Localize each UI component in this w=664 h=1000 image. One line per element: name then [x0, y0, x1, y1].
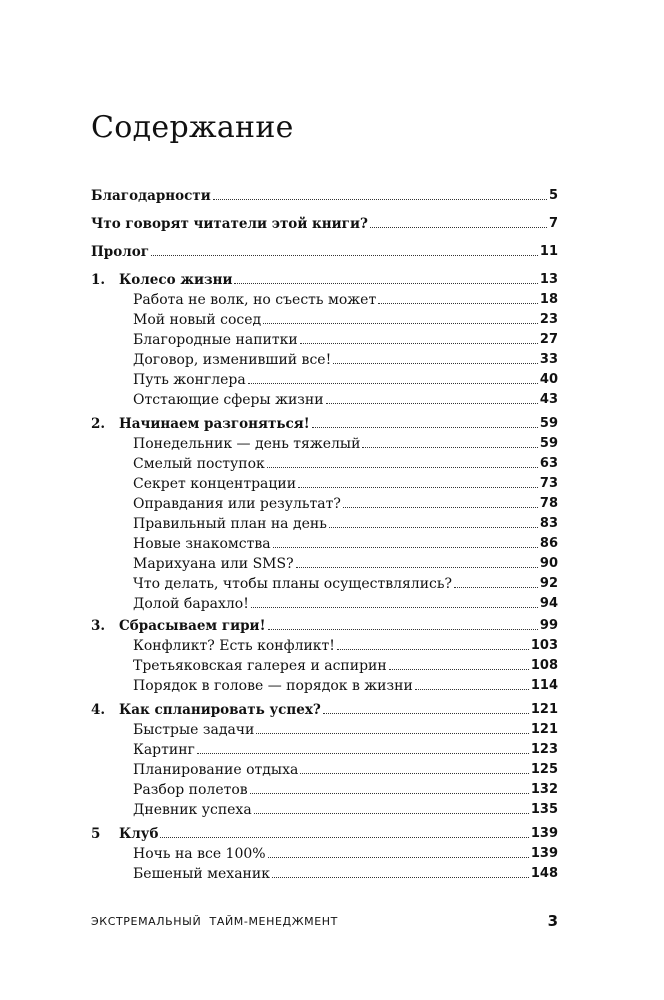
dot-leader [248, 383, 538, 384]
toc-entry-title: Сбрасываем гири! [119, 618, 266, 634]
dot-leader [389, 669, 529, 670]
dot-leader [333, 363, 538, 364]
toc-entry-title: Договор, изменивший все! [133, 352, 332, 368]
toc-chapter-number: 5 [91, 826, 101, 842]
toc-section-entry[interactable] [0, 864, 664, 884]
toc-chapter-entry[interactable] [0, 186, 664, 206]
toc-section-entry[interactable] [0, 370, 664, 390]
page-number: 3 [547, 912, 558, 930]
toc-chapter-number: 3. [91, 618, 106, 634]
toc-entry-title: Что говорят читатели этой книги? [91, 216, 368, 232]
toc-section-entry[interactable] [0, 474, 664, 494]
toc-section-entry[interactable] [0, 434, 664, 454]
toc-page-number: 83 [539, 516, 558, 531]
toc-page-number: 86 [539, 536, 558, 551]
toc-page-number: 13 [539, 272, 558, 287]
toc-entry-title: Разбор полетов [133, 782, 248, 798]
toc-chapter-number: 4. [91, 702, 106, 718]
toc-section-entry[interactable] [0, 780, 664, 800]
toc-page-number: 108 [530, 658, 558, 673]
toc-entry-title: Новые знакомства [133, 536, 271, 552]
toc-entry-title: Пролог [91, 244, 149, 260]
toc-page-number: 78 [539, 496, 558, 511]
toc-page-number: 90 [539, 556, 558, 571]
dot-leader [362, 447, 538, 448]
page-title: Содержание [91, 110, 294, 146]
dot-leader [329, 527, 538, 528]
dot-leader [251, 607, 538, 608]
toc-section-entry[interactable] [0, 800, 664, 820]
dot-leader [234, 283, 537, 284]
toc-section-entry[interactable] [0, 594, 664, 614]
toc-page-number: 121 [530, 702, 558, 717]
toc-entry-title: Порядок в голове — порядок в жизни [133, 678, 413, 694]
toc-page-number: 132 [530, 782, 558, 797]
toc-page-number: 139 [530, 826, 558, 841]
dot-leader [268, 857, 529, 858]
toc-entry-title: Конфликт? Есть конфликт! [133, 638, 335, 654]
toc-chapter-number: 2. [91, 416, 106, 432]
toc-section-entry[interactable] [0, 494, 664, 514]
toc-entry-title: Понедельник — день тяжелый [133, 436, 361, 452]
toc-section-entry[interactable] [0, 636, 664, 656]
toc-entry-title: Планирование отдыха [133, 762, 299, 778]
toc-section-entry[interactable] [0, 310, 664, 330]
toc-page-number: 59 [539, 416, 558, 431]
dot-leader [160, 837, 528, 838]
dot-leader [263, 323, 538, 324]
toc-entry-title: Благодарности [91, 188, 211, 204]
dot-leader [378, 303, 538, 304]
toc-page-number: 43 [539, 392, 558, 407]
toc-entry-title: Мой новый сосед [133, 312, 262, 328]
dot-leader [272, 877, 529, 878]
toc-chapter-entry[interactable] [0, 270, 664, 290]
toc-section-entry[interactable] [0, 534, 664, 554]
toc-entry-title: Путь жонглера [133, 372, 246, 388]
toc-entry-title: Как спланировать успех? [119, 702, 321, 718]
toc-section-entry[interactable] [0, 454, 664, 474]
toc-chapter-entry[interactable] [0, 414, 664, 434]
toc-entry-title: Ночь на все 100% [133, 846, 266, 862]
dot-leader [268, 629, 538, 630]
dot-leader [250, 793, 529, 794]
toc-page-number: 73 [539, 476, 558, 491]
toc-section-entry[interactable] [0, 290, 664, 310]
toc-section-entry[interactable] [0, 514, 664, 534]
toc-page-number: 7 [548, 216, 558, 231]
toc-entry-title: Колесо жизни [119, 272, 233, 288]
toc-entry-title: Отстающие сферы жизни [133, 392, 324, 408]
toc-section-entry[interactable] [0, 740, 664, 760]
dot-leader [300, 773, 529, 774]
toc-entry-title: Клуб [119, 826, 159, 842]
dot-leader [454, 587, 538, 588]
toc-entry-title: Работа не волк, но съесть может [133, 292, 377, 308]
dot-leader [151, 255, 538, 256]
dot-leader [267, 467, 538, 468]
toc-section-entry[interactable] [0, 350, 664, 370]
toc-page-number: 123 [530, 742, 558, 757]
dot-leader [323, 713, 529, 714]
toc-entry-title: Секрет концентрации [133, 476, 297, 492]
dot-leader [370, 227, 547, 228]
toc-page-number: 114 [530, 678, 558, 693]
toc-page-number: 121 [530, 722, 558, 737]
toc-page-number: 63 [539, 456, 558, 471]
toc-section-entry[interactable] [0, 330, 664, 350]
dot-leader [326, 403, 538, 404]
toc-page-number: 135 [530, 802, 558, 817]
toc-entry-title: Картинг [133, 742, 195, 758]
toc-entry-title: Бешеный механик [133, 866, 270, 882]
dot-leader [298, 487, 538, 488]
toc-chapter-entry[interactable] [0, 214, 664, 234]
toc-section-entry[interactable] [0, 554, 664, 574]
toc-page-number: 103 [530, 638, 558, 653]
toc-section-entry[interactable] [0, 656, 664, 676]
toc-page-number: 139 [530, 846, 558, 861]
toc-entry-title: Что делать, чтобы планы осуществлялись? [133, 576, 452, 592]
toc-page-number: 94 [539, 596, 558, 611]
toc-entry-title: Дневник успеха [133, 802, 252, 818]
dot-leader [254, 813, 529, 814]
toc-chapter-entry[interactable] [0, 242, 664, 262]
toc-section-entry[interactable] [0, 676, 664, 696]
toc-chapter-entry[interactable] [0, 824, 664, 844]
toc-page-number: 92 [539, 576, 558, 591]
toc-chapter-number: 1. [91, 272, 106, 288]
toc-entry-title: Долой барахло! [133, 596, 249, 612]
dot-leader [337, 649, 529, 650]
toc-section-entry[interactable] [0, 760, 664, 780]
toc-page-number: 18 [539, 292, 558, 307]
toc-entry-title: Марихуана или SMS? [133, 556, 294, 572]
toc-page-number: 27 [539, 332, 558, 347]
toc-section-entry[interactable] [0, 574, 664, 594]
toc-page-number: 33 [539, 352, 558, 367]
dot-leader [343, 507, 538, 508]
toc-page-number: 125 [530, 762, 558, 777]
dot-leader [197, 753, 529, 754]
toc-page-number: 5 [548, 188, 558, 203]
toc-entry-title: Благородные напитки [133, 332, 298, 348]
toc-entry-title: Быстрые задачи [133, 722, 255, 738]
toc-section-entry[interactable] [0, 720, 664, 740]
toc-chapter-entry[interactable] [0, 616, 664, 636]
toc-page-number: 23 [539, 312, 558, 327]
toc-page-number: 11 [539, 244, 558, 259]
dot-leader [300, 343, 538, 344]
dot-leader [213, 199, 547, 200]
dot-leader [256, 733, 528, 734]
toc-page-number: 59 [539, 436, 558, 451]
toc-entry-title: Правильный план на день [133, 516, 327, 532]
toc-section-entry[interactable] [0, 390, 664, 410]
toc-entry-title: Начинаем разгоняться! [119, 416, 310, 432]
toc-section-entry[interactable] [0, 844, 664, 864]
toc-page-number: 40 [539, 372, 558, 387]
dot-leader [415, 689, 529, 690]
running-footer-book-title: ЭКСТРЕМАЛЬНЫЙ ТАЙМ-МЕНЕДЖМЕНТ [91, 915, 338, 928]
toc-entry-title: Третьяковская галерея и аспирин [133, 658, 387, 674]
toc-chapter-entry[interactable] [0, 700, 664, 720]
dot-leader [273, 547, 538, 548]
toc-page-number: 99 [539, 618, 558, 633]
toc-page-number: 148 [530, 866, 558, 881]
toc-entry-title: Оправдания или результат? [133, 496, 341, 512]
dot-leader [312, 427, 538, 428]
toc-entry-title: Смелый поступок [133, 456, 265, 472]
dot-leader [296, 567, 538, 568]
